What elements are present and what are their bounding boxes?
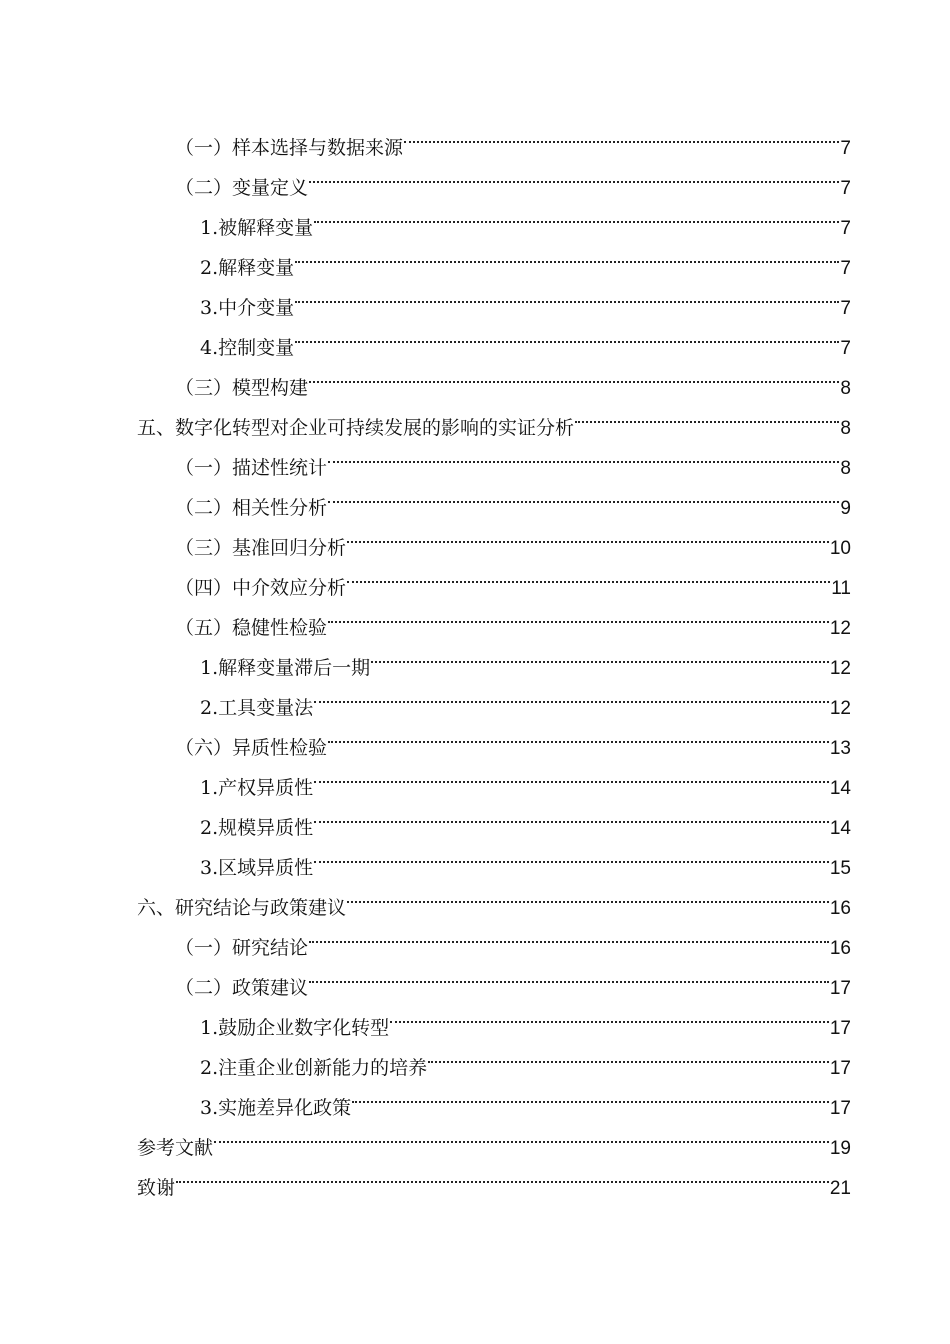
dot-leader <box>328 714 829 754</box>
toc-entry-page-number: 14 <box>829 818 851 839</box>
dot-leader <box>428 1034 829 1074</box>
toc-entry-label: 1.解释变量滞后一期 <box>200 657 371 679</box>
toc-entry-page-number: 15 <box>829 858 851 879</box>
toc-entry-page-number: 9 <box>840 498 851 519</box>
toc-entry-label: 1.鼓励企业数字化转型 <box>200 1017 390 1039</box>
toc-entry-label: （二）政策建议 <box>175 977 309 999</box>
toc-entry-page-number: 12 <box>829 698 851 719</box>
toc-entry-page-number: 7 <box>840 338 851 359</box>
toc-entry-page-number: 10 <box>829 538 851 559</box>
toc-entry-page-number: 7 <box>840 258 851 279</box>
toc-entry-label: 五、数字化转型对企业可持续发展的影响的实证分析 <box>137 417 575 439</box>
toc-entry-label: 3.区域异质性 <box>200 857 314 879</box>
toc-entry-page-number: 21 <box>829 1178 851 1199</box>
toc-entry-label: 2.注重企业创新能力的培养 <box>200 1057 428 1079</box>
toc-entry-label: 参考文献 <box>137 1137 214 1159</box>
dot-leader <box>352 1074 829 1114</box>
toc-entry-label: （三）基准回归分析 <box>175 537 347 559</box>
toc-entry-label: 2.解释变量 <box>200 257 295 279</box>
toc-entry-label: （一）研究结论 <box>175 937 309 959</box>
toc-entry-label: （五）稳健性检验 <box>175 617 328 639</box>
dot-leader <box>575 394 839 434</box>
dot-leader <box>314 674 829 714</box>
toc-entry-page-number: 17 <box>829 1018 851 1039</box>
dot-leader <box>390 994 829 1034</box>
dot-leader <box>309 154 839 194</box>
table-of-contents <box>137 114 851 1199</box>
toc-entry-label: 1.被解释变量 <box>200 217 314 239</box>
toc-entry[interactable] <box>137 114 851 159</box>
toc-entry-label: 3.中介变量 <box>200 297 295 319</box>
dot-leader <box>309 954 829 994</box>
toc-entry-label: 4.控制变量 <box>200 337 295 359</box>
toc-entry-page-number: 19 <box>829 1138 851 1159</box>
dot-leader <box>328 594 829 634</box>
toc-entry-page-number: 8 <box>840 378 851 399</box>
dot-leader <box>295 314 839 354</box>
toc-entry-label: （一）描述性统计 <box>175 457 328 479</box>
toc-entry-page-number: 7 <box>840 178 851 199</box>
toc-entry-label: 2.工具变量法 <box>200 697 314 719</box>
toc-entry-page-number: 11 <box>831 578 851 599</box>
dot-leader <box>214 1114 829 1154</box>
dot-leader <box>314 794 829 834</box>
dot-leader <box>328 474 839 514</box>
dot-leader <box>371 634 829 674</box>
toc-entry-label: （二）变量定义 <box>175 177 309 199</box>
toc-entry-label: （三）模型构建 <box>175 377 309 399</box>
toc-entry-page-number: 16 <box>829 898 851 919</box>
dot-leader <box>314 194 839 234</box>
toc-entry-page-number: 12 <box>829 618 851 639</box>
dot-leader <box>404 114 839 154</box>
dot-leader <box>309 354 839 394</box>
toc-entry-label: 3.实施差异化政策 <box>200 1097 352 1119</box>
dot-leader <box>347 874 829 914</box>
dot-leader <box>328 434 839 474</box>
toc-entry-label: （二）相关性分析 <box>175 497 328 519</box>
toc-entry-page-number: 8 <box>840 458 851 479</box>
toc-entry[interactable] <box>137 1114 851 1159</box>
toc-entry[interactable] <box>137 1154 851 1199</box>
dot-leader <box>314 754 829 794</box>
toc-entry-page-number: 8 <box>840 418 851 439</box>
dot-leader <box>314 834 829 874</box>
toc-entry-label: 六、研究结论与政策建议 <box>137 897 347 919</box>
toc-entry-label: 1.产权异质性 <box>200 777 314 799</box>
toc-entry-page-number: 17 <box>829 978 851 999</box>
dot-leader <box>347 554 830 594</box>
dot-leader <box>295 274 839 314</box>
toc-entry-page-number: 12 <box>829 658 851 679</box>
toc-entry-page-number: 7 <box>840 138 851 159</box>
toc-entry-page-number: 16 <box>829 938 851 959</box>
toc-entry-page-number: 7 <box>840 298 851 319</box>
toc-entry-page-number: 17 <box>829 1058 851 1079</box>
toc-entry-label: 2.规模异质性 <box>200 817 314 839</box>
dot-leader <box>309 914 829 954</box>
toc-entry-label: （四）中介效应分析 <box>175 577 347 599</box>
dot-leader <box>176 1154 829 1194</box>
toc-entry-page-number: 14 <box>829 778 851 799</box>
toc-entry-page-number: 17 <box>829 1098 851 1119</box>
toc-entry-label: （六）异质性检验 <box>175 737 328 759</box>
toc-entry-label: （一）样本选择与数据来源 <box>175 137 404 159</box>
toc-entry-page-number: 7 <box>840 218 851 239</box>
toc-entry-page-number: 13 <box>829 738 851 759</box>
toc-entry-label: 致谢 <box>137 1177 176 1199</box>
dot-leader <box>347 514 829 554</box>
dot-leader <box>295 234 839 274</box>
